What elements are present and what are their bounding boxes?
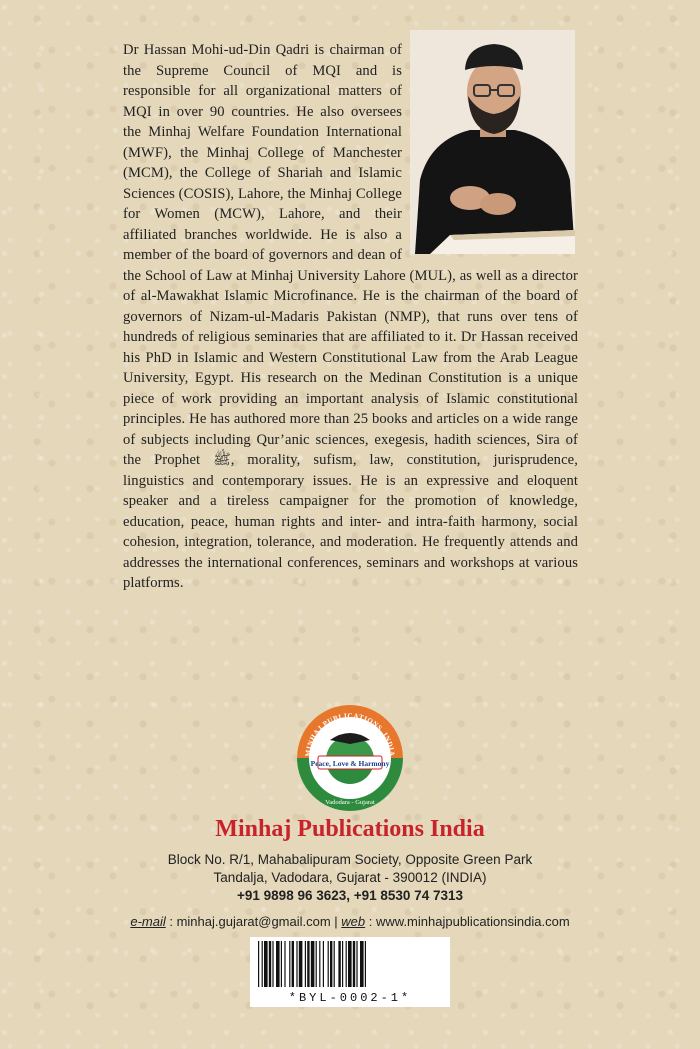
barcode-bar: [262, 941, 263, 987]
author-biography: [123, 40, 578, 594]
web-label: web: [341, 914, 366, 929]
barcode-bar: [338, 941, 340, 987]
barcode-bar: [311, 941, 315, 987]
email-address: minhaj.gujarat@gmail.com: [176, 914, 331, 929]
barcode-bar: [264, 941, 268, 987]
publisher-logo: [296, 704, 404, 812]
biography-paragraph: Dr Hassan Mohi-ud-Din Qadri is chairman of the Supreme Council of MQI and is responsible for all organizational matters of MQI in over 90 countries. He also oversees the Minhaj Welfare Foundation International (MWF), the Minhaj College of Manchester (MCM), the College of Shariah and Islamic Sciences (COSIS), Lahore, the Minhaj College for Women (MCW), Lahore, and their affiliated branches worldwide. He is also a member of the board of governors and dean of the School of Law at Minhaj University Lahore (MUL), as well as a director of al-Mawakhat Islamic Microfinance. He is the chairman of the board of governors of Nizam-ul-Madaris Pakistan (NMP), that runs over tens of hundreds of religious seminaries that are affiliated to it. Dr Hassan received his PhD in Islamic and Western Constitutional Law from the Arab League University, Egypt. His research on the Medinan Constitution is a unique piece of work providing an important analysis of Islamic constitutional principles. He has authored more than 25 books and articles on a wide range of subjects including Qur’anic sciences, exegesis, hadith sciences, Sira of the Prophet ﷺ, morality, sufism, law, constitution, jurisprudence, linguistics and contemporary issues. He is an expressive and eloquent speaker and a tireless campaigner for the promotion of knowledge, education, peace, human rights and inter- and intra-faith harmony, social cohesion, integration, tolerance, and moderation. He frequently attends and addresses the international conferences, seminars and workshops at various platforms.: [123, 42, 578, 591]
barcode-bar: [360, 941, 364, 987]
barcode-bar: [289, 941, 290, 987]
barcode-bar: [305, 941, 306, 987]
barcode-bar: [258, 941, 259, 987]
barcode-bar: [365, 941, 366, 987]
barcode-bar: [323, 941, 324, 987]
barcode-number: *BYL-0002-1*: [288, 991, 412, 1005]
barcode-bar: [299, 941, 303, 987]
barcode-bar: [328, 941, 329, 987]
web-address: www.minhajpublicationsindia.com: [376, 914, 570, 929]
email-label: e-mail: [130, 914, 166, 929]
barcode-bar: [307, 941, 309, 987]
barcode-bar: [269, 941, 271, 987]
address-line-1: Block No. R/1, Mahabalipuram Society, Opposite Green Park: [167, 852, 533, 867]
contact-line: e-mail : minhaj.gujarat@gmail.com | web : www.minhajpublicationsindia.com: [130, 914, 570, 929]
barcode-bar: [276, 941, 280, 987]
barcode-bar: [292, 941, 294, 987]
logo-ring-text: MINHAJ PUBLICATIONS, INDIA: [303, 711, 397, 758]
barcode-bar: [319, 941, 320, 987]
barcode-bar: [284, 941, 285, 987]
barcode-bar: [348, 941, 352, 987]
barcode-bar: [334, 941, 335, 987]
barcode-bar: [316, 941, 317, 987]
barcode-bar: [330, 941, 332, 987]
publisher-name: Minhaj Publications India: [215, 816, 485, 842]
address-line-2: Tandalja, Vadodara, Gujarat - 390012 (INDIA): [213, 870, 487, 885]
barcode-bar: [296, 941, 297, 987]
barcode-bar: [342, 941, 343, 987]
barcode-bar: [346, 941, 347, 987]
barcode-bar: [356, 941, 357, 987]
logo-banner-text: Peace, Love & Harmony: [310, 759, 390, 768]
phone-numbers: +91 9898 96 3623, +91 8530 74 7313: [237, 888, 463, 903]
barcode: [250, 937, 450, 1007]
barcode-bar: [281, 941, 282, 987]
logo-bottom-text: Vadodara - Gujarat: [325, 799, 375, 806]
barcode-bars: [250, 937, 450, 989]
barcode-bar: [272, 941, 273, 987]
barcode-bar: [353, 941, 355, 987]
